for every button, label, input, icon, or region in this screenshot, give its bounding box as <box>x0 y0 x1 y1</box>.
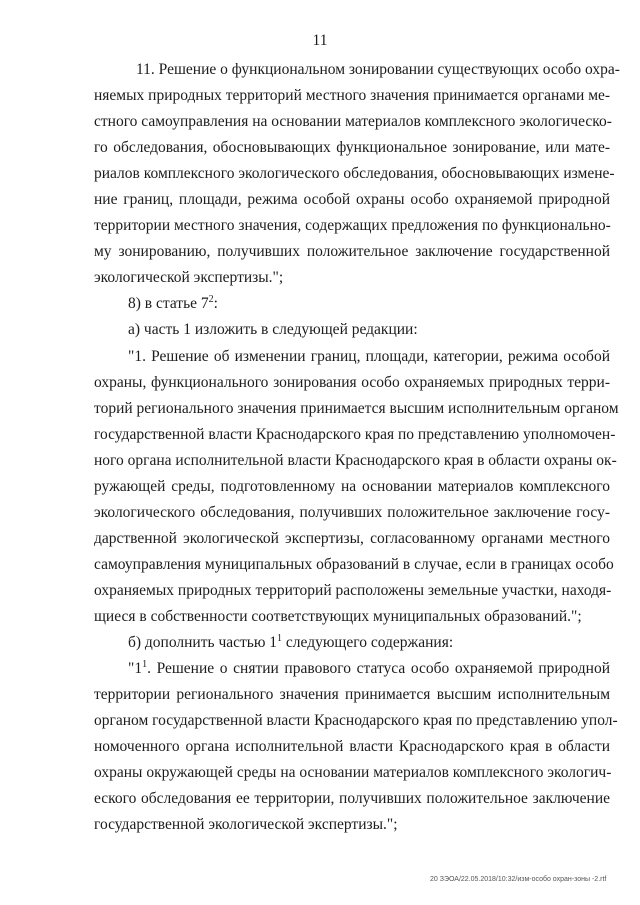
paragraph-line: щиеся в собственности соответствующих муниципальных образований."; <box>94 608 582 625</box>
paragraph-line: экологической экспертизы."; <box>94 269 284 286</box>
superscript: 1 <box>142 659 148 670</box>
line-text: следующего содержания: <box>282 634 454 651</box>
subsection-heading-text: 8) в статье 7 <box>128 295 209 312</box>
paragraph-line: органом государственной власти Краснодарского края по представлению упол- <box>94 712 618 729</box>
paragraph-line: охраняемых природных территорий расположены земельные участки, находя- <box>94 582 612 599</box>
paragraph-line: ружающей среды, подготовленному на основании материалов комплексного <box>94 478 610 495</box>
paragraph-line: 11. Решение о функциональном зонировании существующих особо охра- <box>136 61 620 78</box>
paragraph-line: го обследования, обосновывающих функциональное зонирование, или мате- <box>94 139 610 156</box>
paragraph-line: "1. Решение об изменении границ, площади, категории, режима особой <box>128 348 610 365</box>
paragraph-line: ного органа исполнительной власти Краснодарского края в области охраны ок- <box>94 452 617 469</box>
line-text: . Решение о снятии правового статуса особо охраняемой природной <box>147 660 610 677</box>
paragraph-line: дарственной экологической экспертизы, согласованному органами местного <box>94 530 610 547</box>
paragraph-line: ние границ, площади, режима особой охраны особо охраняемой природной <box>94 191 610 208</box>
paragraph-line: территории местного значения, содержащих предложения по функционально- <box>94 217 611 234</box>
paragraph-line: еского обследования ее территории, получивших положительное заключение <box>94 790 610 807</box>
paragraph-line: государственной власти Краснодарского края по представлению уполномочен- <box>94 426 616 443</box>
paragraph-line: му зонированию, получивших положительное заключение государственной <box>94 243 610 260</box>
paragraph-line: территории регионального значения принимается высшим исполнительным <box>94 686 610 703</box>
page-number: 11 <box>312 32 328 49</box>
paragraph-line <box>128 633 610 654</box>
document-footer-path: 20 ЗЭОА/22.05.2018/10:32/изм-особо охран-зоны -2.rtf <box>430 876 607 883</box>
paragraph-line: риалов комплексного экологического обследования, обосновывающих измене- <box>94 165 615 182</box>
superscript: 2 <box>208 294 214 305</box>
paragraph-line: стного самоуправления на основании материалов комплексного экологическо- <box>94 113 612 130</box>
paragraph-line: няемых природных территорий местного значения принимается органами ме- <box>94 87 611 104</box>
superscript: 1 <box>277 633 283 644</box>
paragraph-line: торий регионального значения принимается высшим исполнительным органом <box>94 400 619 417</box>
subsection-heading: 8) в статье $7^2$: <box>128 294 218 312</box>
paragraph-line: государственной экологической экспертизы."; <box>94 816 398 833</box>
paragraph-line: охраны окружающей среды на основании материалов комплексного экологич- <box>94 764 612 781</box>
paragraph-line: экологического обследования, получивших положительное заключение госу- <box>94 504 610 521</box>
paragraph-line: а) часть 1 изложить в следующей редакции: <box>128 321 418 338</box>
paragraph-line: номоченного органа исполнительной власти Краснодарского края в области <box>94 738 610 755</box>
paragraph-line: охраны, функционального зонирования особо охраняемых природных терри- <box>94 374 610 391</box>
line-text: б) дополнить частью 1 <box>128 634 278 651</box>
paragraph-line <box>128 659 610 680</box>
line-text: "1 <box>128 660 143 677</box>
paragraph-line: самоуправления муниципальных образований в случае, если в границах особо <box>94 556 614 573</box>
